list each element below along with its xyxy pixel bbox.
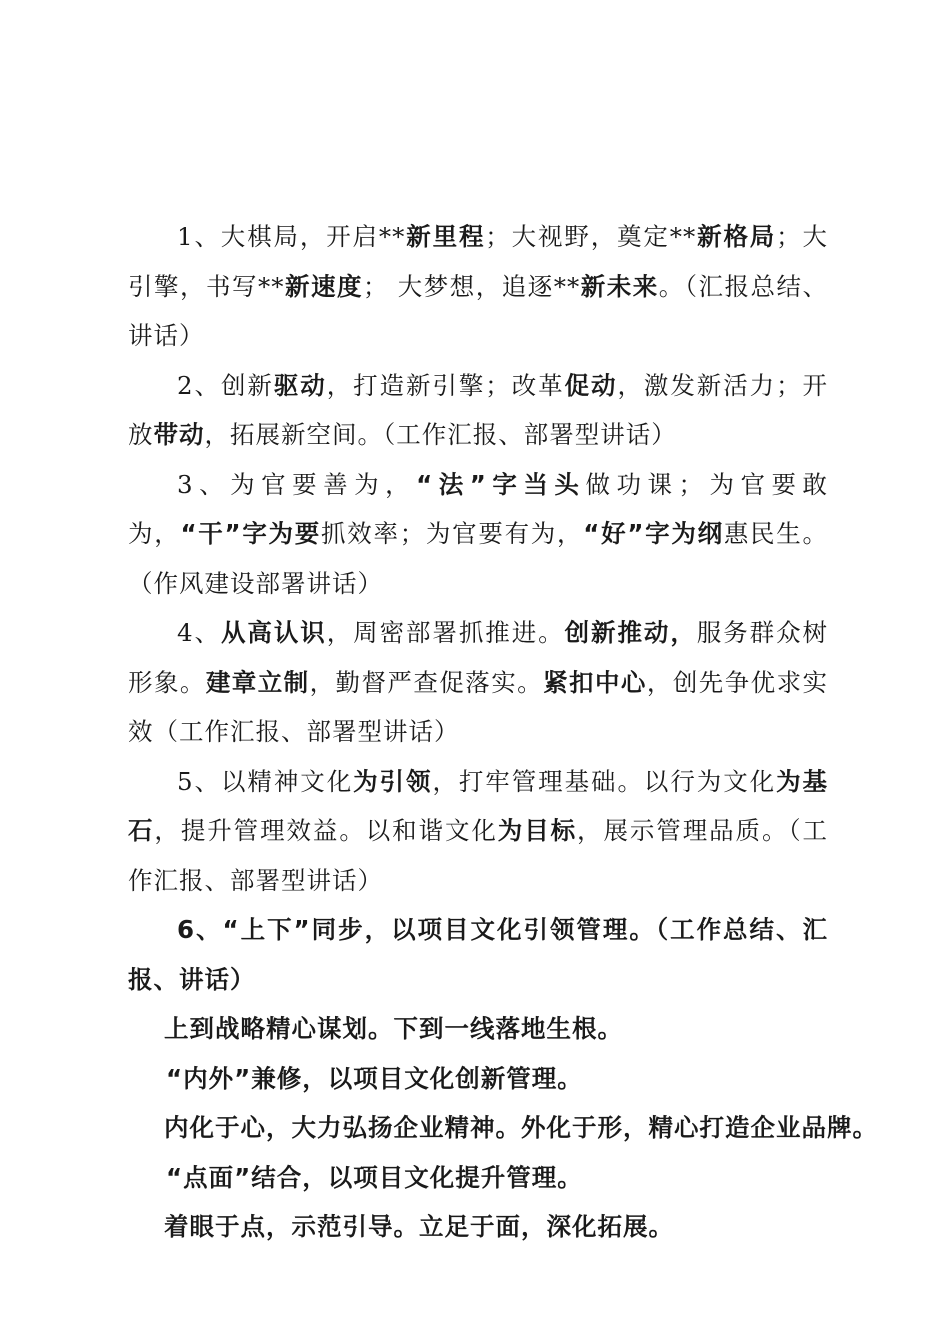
bold-text: 新速度 xyxy=(284,271,363,301)
body-text: ，拓展新空间。（工作汇报、部署型讲话） xyxy=(204,420,677,449)
summary-lines xyxy=(128,1004,878,1252)
body-text: 抓效率；为官要有为， xyxy=(321,519,584,548)
body-text: 惠民生。（作风建设部署讲话） xyxy=(128,519,829,598)
bold-text: 6、“上下”同步，以项目文化引领管理。（工作总结、汇报、讲话） xyxy=(128,915,828,994)
bold-text: 为目标 xyxy=(497,816,578,845)
body-text: 服务群众树形象。 xyxy=(128,618,829,697)
document-body xyxy=(128,212,878,1252)
paragraph-6 xyxy=(128,905,828,1004)
summary-line-4: “点面”结合，以项目文化提升管理。 xyxy=(166,1162,583,1192)
body-text: ，勤督严查促落实。 xyxy=(309,667,544,697)
paragraph-4 xyxy=(128,608,828,757)
paragraph-1 xyxy=(128,212,828,361)
bold-text: “干”字为要 xyxy=(180,519,322,548)
summary-line-1: 上到战略精心谋划。下到一线落地生根。 xyxy=(164,1014,623,1043)
body-text: ；大引擎，书写** xyxy=(128,222,829,301)
body-text: 2、创新 xyxy=(177,370,274,400)
body-text: 5、以精神文化 xyxy=(177,766,354,796)
body-text: ； 大梦想，追逐** xyxy=(363,271,581,301)
paragraph-list xyxy=(128,212,828,1004)
body-text: 4、 xyxy=(177,618,221,647)
body-text: ，打造新引擎；改革 xyxy=(326,370,565,400)
bold-text: 促动 xyxy=(564,370,618,400)
body-text: ，展示管理品质。（工作汇报、部署型讲话） xyxy=(128,816,829,895)
body-text: 做功课；为官要敢为， xyxy=(128,469,828,548)
body-text: 3、为官要善为， xyxy=(177,469,417,499)
bold-text: 从高认识 xyxy=(220,618,327,647)
summary-line-5: 着眼于点，示范引导。立足于面，深化拓展。 xyxy=(164,1212,674,1241)
bold-text: 建章立制 xyxy=(205,667,310,697)
summary-line-3: 内化于心，大力弘扬企业精神。外化于形，精心打造企业品牌。 xyxy=(164,1113,878,1142)
body-text: 1、大棋局，开启** xyxy=(177,222,406,251)
bold-text: 创新推动， xyxy=(564,618,697,647)
bold-text: 为引领 xyxy=(353,766,433,796)
body-text: ，创先争优求实效（工作汇报、部署型讲话） xyxy=(128,667,829,746)
bold-text: 紧扣中心 xyxy=(543,667,647,697)
body-text: ，激发新活力；开放 xyxy=(128,370,829,449)
bold-text: 新里程 xyxy=(405,222,486,251)
bold-text: 新格局 xyxy=(696,222,777,251)
paragraph-2 xyxy=(128,361,828,460)
bold-text: 驱动 xyxy=(273,370,327,400)
paragraph-3 xyxy=(128,460,828,609)
bold-text: 新未来 xyxy=(580,271,659,301)
body-text: ，周密部署抓推进。 xyxy=(326,618,565,647)
paragraph-5 xyxy=(128,757,828,906)
bold-text: “好”字为纲 xyxy=(583,519,724,548)
bold-text: “法”字当头 xyxy=(416,469,586,499)
body-text: ；大视野，奠定** xyxy=(485,222,697,251)
bold-text: 为基石 xyxy=(128,766,829,845)
bold-text: 带动 xyxy=(153,420,205,449)
body-text: ，打牢管理基础。以行为文化 xyxy=(432,766,777,796)
summary-line-2: “内外”兼修，以项目文化创新管理。 xyxy=(166,1063,583,1093)
body-text: ，提升管理效益。以和谐文化 xyxy=(154,816,498,845)
body-text: 。（汇报总结、讲话） xyxy=(128,271,829,350)
